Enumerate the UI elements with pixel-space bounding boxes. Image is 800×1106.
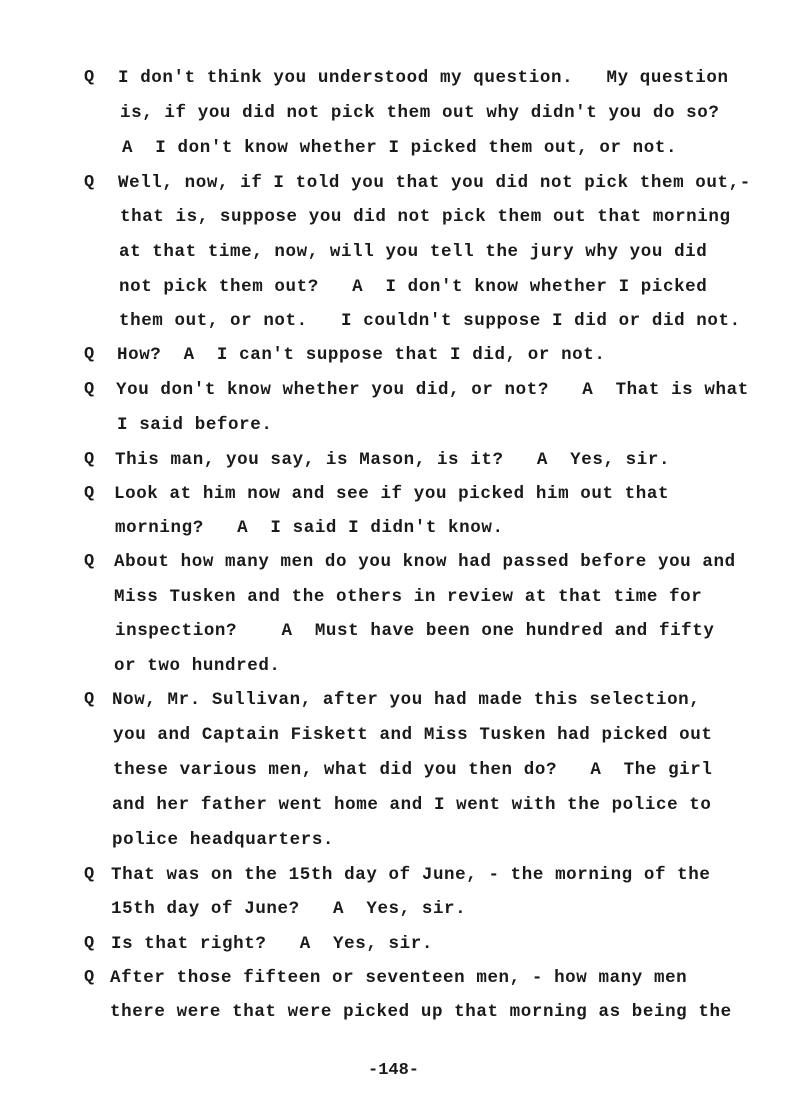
transcript-line: police headquarters. [112, 830, 335, 850]
transcript-line: That was on the 15th day of June, - the morning of the [111, 865, 711, 885]
transcript-line: not pick them out? A I don't know whether I picked [119, 277, 708, 297]
transcript-line: How? A I can't suppose that I did, or not. [117, 345, 606, 365]
transcript-line: or two hundred. [114, 656, 281, 676]
question-marker: Q [84, 450, 95, 469]
question-marker: Q [84, 173, 95, 192]
transcript-line: you and Captain Fiskett and Miss Tusken had picked out [113, 725, 713, 745]
transcript-line: I said before. [117, 415, 273, 435]
question-marker: Q [84, 552, 95, 571]
transcript-line: Is that right? A Yes, sir. [111, 934, 433, 954]
question-marker: Q [84, 68, 95, 87]
transcript-line: A I don't know whether I picked them out, or not. [122, 138, 678, 158]
transcript-line: About how many men do you know had passed before you and [114, 552, 736, 572]
transcript-line: You don't know whether you did, or not? A That is what [116, 380, 749, 400]
transcript-line: them out, or not. I couldn't suppose I did or did not. [119, 311, 741, 331]
transcript-line: I don't think you understood my question. My question [118, 68, 729, 88]
transcript-line: and her father went home and I went with the police to [112, 795, 712, 815]
transcript-line: is, if you did not pick them out why didn't you do so? [120, 103, 720, 123]
question-marker: Q [84, 865, 95, 884]
transcript-line: these various men, what did you then do? A The girl [113, 760, 713, 780]
transcript-line: morning? A I said I didn't know. [115, 518, 504, 538]
question-marker: Q [84, 380, 95, 399]
question-marker: Q [84, 690, 95, 709]
transcript-line: Miss Tusken and the others in review at that time for [114, 587, 703, 607]
transcript-line: 15th day of June? A Yes, sir. [111, 899, 467, 919]
page-number: -148- [368, 1061, 420, 1080]
transcript-line: This man, you say, is Mason, is it? A Yes, sir. [115, 450, 671, 470]
transcript-line: Now, Mr. Sullivan, after you had made this selection, [112, 690, 701, 710]
question-marker: Q [84, 484, 95, 503]
question-marker: Q [84, 345, 95, 364]
transcript-line: inspection? A Must have been one hundred and fifty [115, 621, 715, 641]
transcript-line: there were that were picked up that morning as being the [110, 1002, 732, 1022]
question-marker: Q [84, 968, 95, 987]
transcript-line: After those fifteen or seventeen men, - how many men [110, 968, 688, 988]
transcript-line: Well, now, if I told you that you did not pick them out,- [118, 173, 751, 193]
transcript-line: that is, suppose you did not pick them out that morning [120, 207, 731, 227]
transcript-line: at that time, now, will you tell the jury why you did [119, 242, 708, 262]
transcript-line: Look at him now and see if you picked him out that [114, 484, 670, 504]
question-marker: Q [84, 934, 95, 953]
